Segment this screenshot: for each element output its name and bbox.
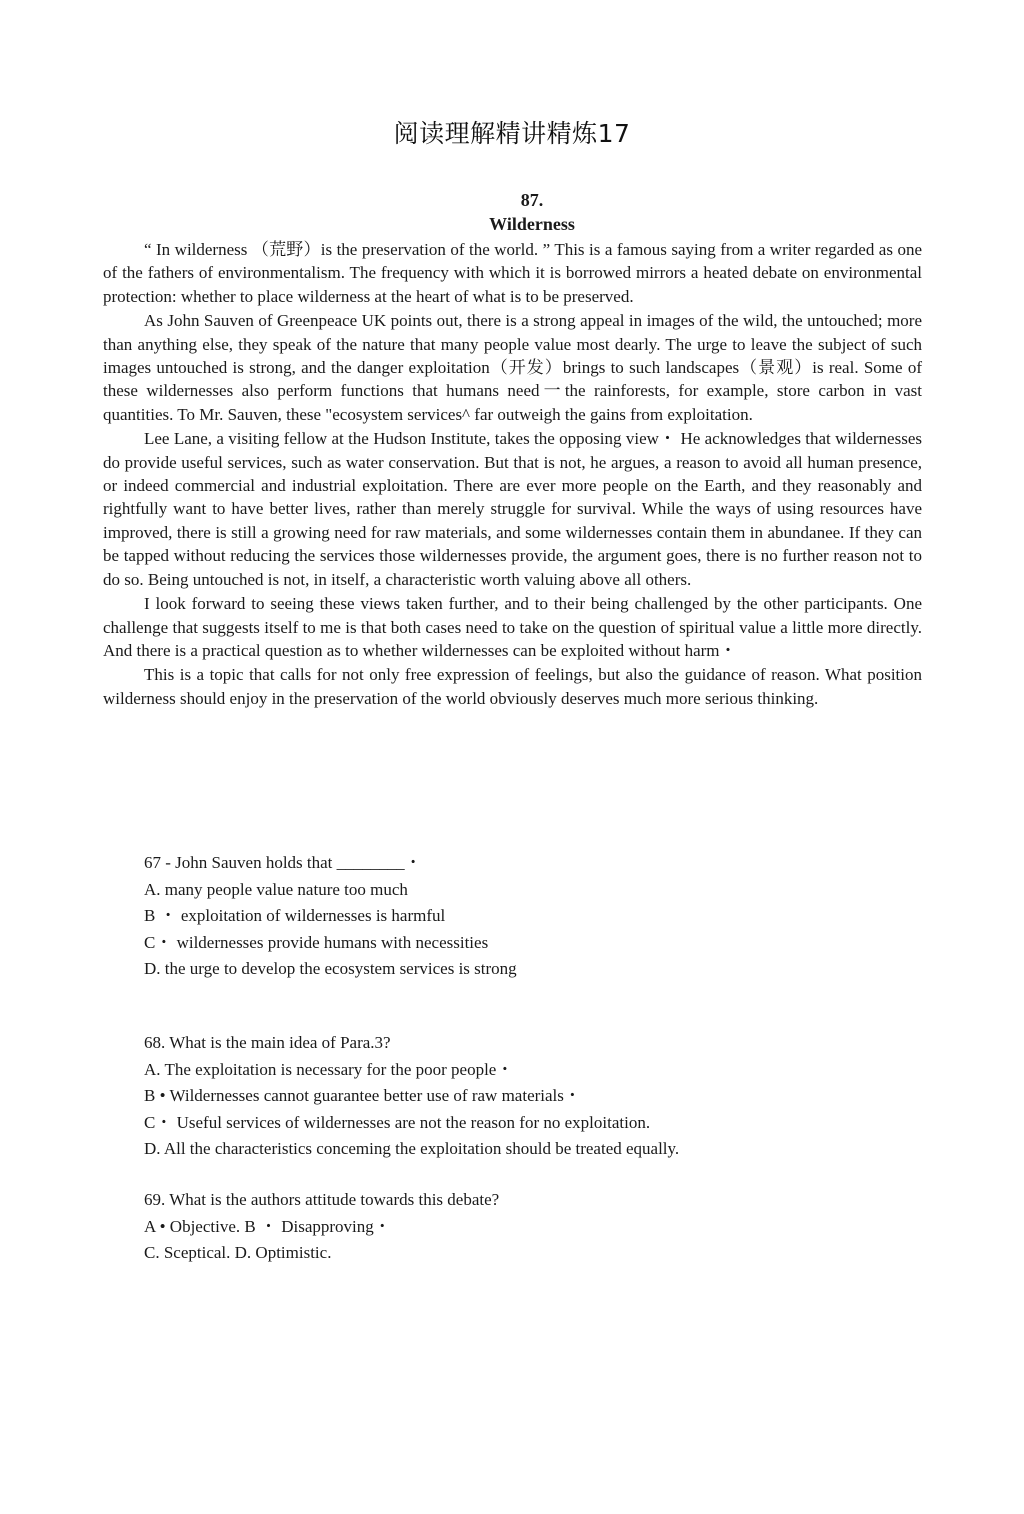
question-number: 87. (520, 190, 544, 210)
question-67-stem: 67 - John Sauven holds that ________・ (144, 853, 422, 872)
passage-title: Wilderness (489, 214, 575, 234)
paragraph-5: This is a topic that calls for not only free expression of feelings, but also the guidance of reason. What position wilderness should enjoy in the preservation of the world obviously deserves much more serious thinking. (103, 665, 922, 708)
question-67 (144, 850, 924, 983)
question-67-option-b: B ・ exploitation of wildernesses is harmful (144, 906, 446, 925)
question-68-option-d: D. All the characteristics conceming the exploitation should be treated equally. (144, 1139, 680, 1158)
document-title: 阅读理解精讲精炼17 (393, 119, 631, 148)
paragraph-1: “ In wilderness （荒野）is the preservation of the world. ” This is a famous saying from a writer regarded as one of the fathers of environmentalism. The frequency with which it is borrowed mirrors a heated debate on environmental protection: whether to place wilderness at the heart of what is to be preserved. (103, 240, 922, 306)
question-67-option-c: C・ wildernesses provide humans with necessities (144, 932, 489, 952)
question-69-options-cd: C. Sceptical. D. Optimistic. (144, 1243, 332, 1262)
paragraph-3: Lee Lane, a visiting fellow at the Hudson Institute, takes the opposing view・ He acknowledges that wildernesses do provide useful services, such as water conservation. But that is not, he argues, a reason to avoid all human presence, or indeed commercial and industrial exploitation. There are ever more people on the Earth, and they reasonably and rightfully want to have better lives, rather than merely struggle for survival. While the ways of using resources have improved, there is still a growing need for raw materials, and some wildernesses contain them in abundanee. If they can be tapped without reducing the services those wildernesses provide, the argument goes, there is no further reason not to do so. Being untouched is not, in itself, a characteristic worth valuing above all others. (103, 429, 922, 589)
question-68-stem: 68. What is the main idea of Para.3? (144, 1033, 391, 1052)
question-68 (144, 1030, 924, 1163)
paragraph-2: As John Sauven of Greenpeace UK points out, there is a strong appeal in images of the wild, the untouched; more than anything else, they speak of the nature that many people value most dearly. The urge to leave the subject of such images untouched is strong, and the danger exploitation（开发）brings to such landscapes（景观）is real. Some of these wildernesses also perform functions that humans need一the rainforests, for example, store carbon in vast quantities. To Mr. Sauven, these "ecosystem services^ far outweigh the gains from exploitation. (103, 311, 922, 424)
question-68-option-a: A. The exploitation is necessary for the poor people・ (144, 1059, 514, 1079)
question-69-stem: 69. What is the authors attitude towards this debate? (144, 1190, 500, 1209)
question-69 (144, 1187, 924, 1267)
question-68-option-c: C・ Useful services of wildernesses are not the reason for no exploitation. (144, 1112, 651, 1132)
passage-body (103, 238, 922, 711)
question-67-option-a: A. many people value nature too much (144, 879, 408, 899)
question-69-options-ab: A • Objective. B ・ Disapproving・ (144, 1216, 391, 1236)
question-67-option-d: D. the urge to develop the ecosystem services is strong (144, 959, 517, 978)
paragraph-4: I look forward to seeing these views taken further, and to their being challenged by the other participants. One challenge that suggests itself to me is that both cases need to take on the question of spiritual value a little more directly. And there is a practical question as to whether wildernesses can be exploited without harm・ (103, 594, 922, 660)
question-68-option-b: B • Wildernesses cannot guarantee better use of raw materials・ (144, 1086, 581, 1105)
